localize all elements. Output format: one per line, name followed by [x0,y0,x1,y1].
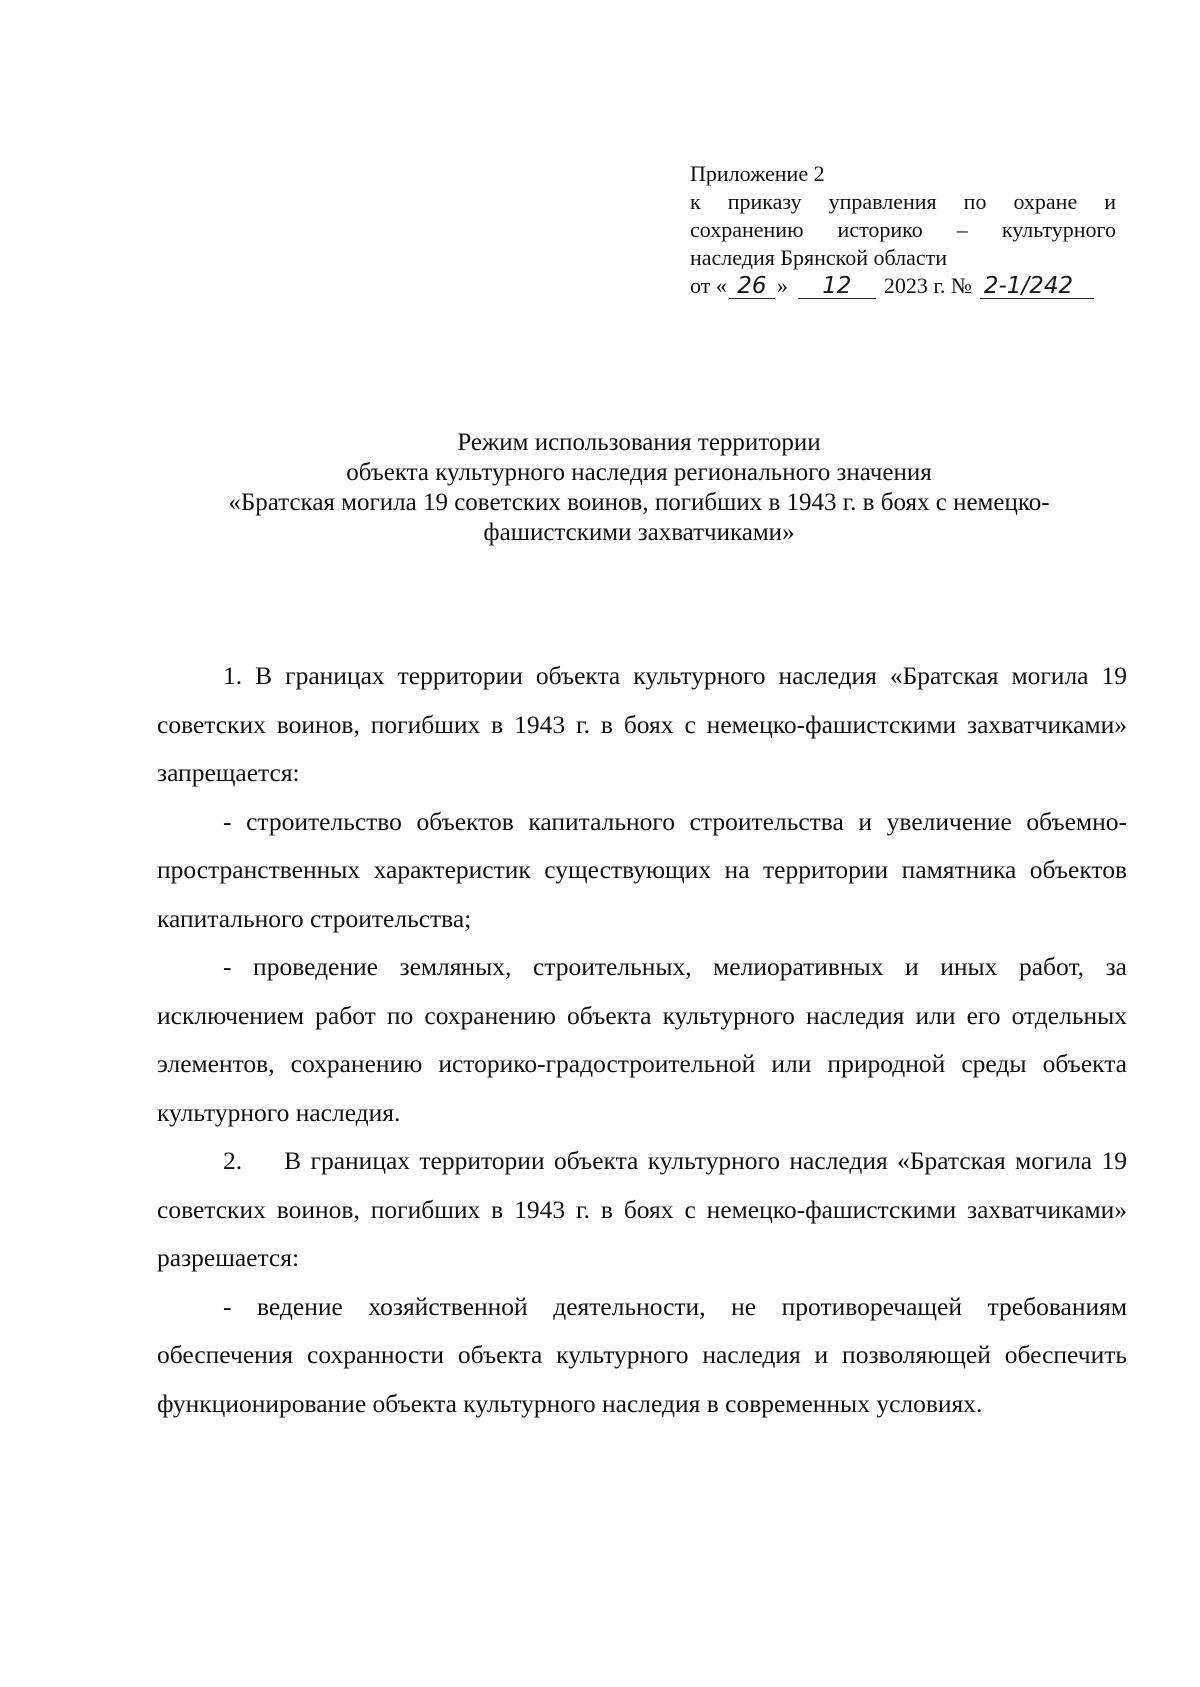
title-line-2: объекта культурного наследия регионального значения [346,459,932,486]
title-line-1: Режим использования территории [457,429,821,456]
paragraph-permission-activity: - ведение хозяйственной деятельности, не противоречащей требованиям обеспечения сохранности объекта культурного наследия и позволяющей обеспечить функционирование объекта культурного наследия в современных условиях. [157,1291,1127,1418]
handwritten-day: 26 [729,275,775,299]
paragraph-prohibition-construction: - строительство объектов капитального строительства и увеличение объемно-пространственных характеристик существующих на территории памятника объектов капитального строительства; [157,806,1127,933]
paragraph-prohibition-works: - проведение земляных, строительных, мелиоративных и иных работ, за исключением работ по сохранению объекта культурного наследия или его отдельных элементов, сохранению историко-градостроительной или природной среды объекта культурного наследия. [157,952,1127,1127]
paragraph-number: 2. [223,1146,243,1175]
document-body [157,652,1127,1428]
annex-order-line-3: наследия Брянской области [690,245,948,270]
date-mid: » [776,273,788,298]
date-year: 2023 г. № [883,273,972,298]
annex-header [690,160,1116,300]
annex-date-line [690,272,1116,300]
paragraph-1-prohibitions: 1. В границах территории объекта культурного наследия «Братская могила 19 советских воинов, погибших в 1943 г. в боях с немецко-фашистскими захватчиками» запрещается: [157,661,1127,787]
date-prefix: от « [690,273,727,298]
handwritten-month: 12 [798,275,876,299]
annex-order-line-2: сохранению историко – культурного [690,217,1116,242]
title-line-4: фашистскими захватчиками» [483,519,795,546]
handwritten-order-number: 2-1/242 [980,275,1094,299]
annex-title: Приложение 2 [690,161,825,186]
document-title [120,428,1158,548]
paragraph-2-permissions [157,1137,1127,1283]
paragraph-2-text: В границах территории объекта культурного наследия «Братская могила 19 советских воинов, погибших в 1943 г. в боях с немецко-фашистскими захватчиками» разрешается: [157,1146,1127,1272]
title-line-3: «Братская могила 19 советских воинов, погибших в 1943 г. в боях с немецко- [228,489,1050,516]
annex-order-line-1: к приказу управления по охране и [690,189,1116,214]
